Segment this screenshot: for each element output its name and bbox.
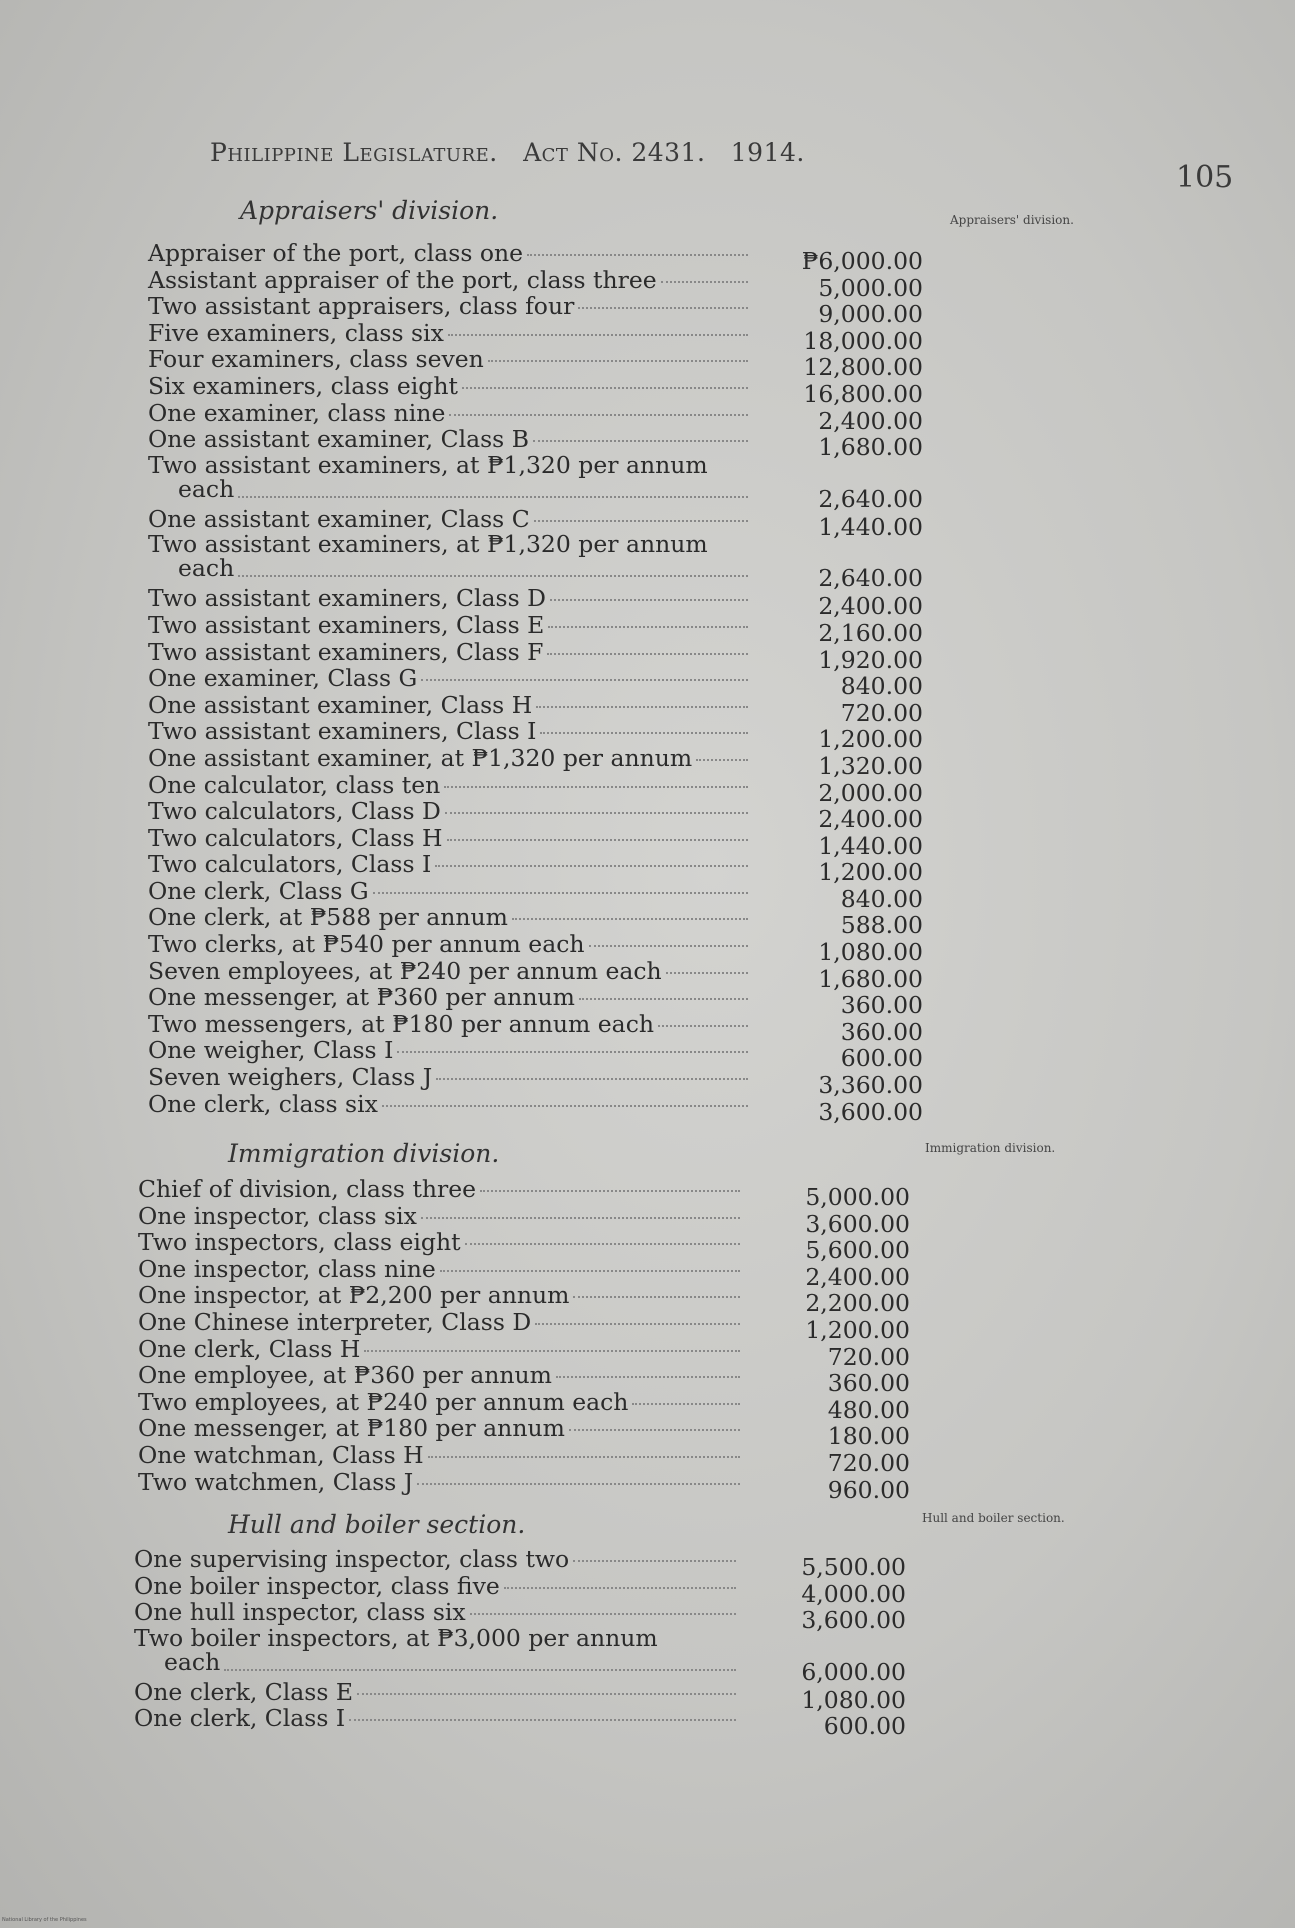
margin-note-hull-boiler: Hull and boiler section. xyxy=(922,1511,1065,1525)
leader-dots xyxy=(480,1190,740,1192)
row-label-text: Chief of division, class three xyxy=(138,1175,477,1203)
row-amount: 3,600.00 xyxy=(801,1606,906,1635)
leader-dots xyxy=(421,1217,740,1219)
row-label-text: One assistant examiner, Class B xyxy=(148,425,529,454)
row-label-continuation: each xyxy=(178,474,235,503)
row-amount: 2,160.00 xyxy=(818,618,923,647)
row-label-text: Two inspectors, class eight xyxy=(138,1228,461,1257)
row-label-text: One messenger, at ₱360 per annum xyxy=(148,983,575,1012)
row-label-continuation: each xyxy=(178,554,235,583)
row-amount: 1,200.00 xyxy=(818,725,923,754)
row-amount: 1,440.00 xyxy=(818,831,923,860)
row-label-text: Two clerks, at ₱540 per annum each xyxy=(148,930,585,959)
leader-dots xyxy=(548,626,748,628)
leader-dots xyxy=(373,892,748,894)
row-label-text: Two assistant examiners, Class F xyxy=(148,637,544,666)
row-amount: 5,000.00 xyxy=(805,1183,910,1211)
running-header xyxy=(210,138,805,167)
leader-dots xyxy=(661,281,748,283)
row-label-text: One clerk, Class E xyxy=(134,1677,354,1706)
row-label xyxy=(138,1389,628,1415)
row-label-text: Two calculators, Class D xyxy=(148,797,441,826)
row-label-text: One hull inspector, class six xyxy=(134,1598,466,1627)
leader-dots xyxy=(447,839,748,841)
row-amount: 720.00 xyxy=(827,1448,910,1477)
leader-dots xyxy=(573,1296,740,1298)
row-amount: 2,400.00 xyxy=(818,592,923,621)
row-label xyxy=(148,530,708,583)
row-label xyxy=(134,1705,345,1731)
leader-dots xyxy=(527,254,748,256)
row-amount: 1,080.00 xyxy=(801,1685,906,1714)
leader-dots xyxy=(449,414,748,416)
row-label xyxy=(148,400,445,426)
row-amount: 1,440.00 xyxy=(818,512,923,541)
row-amount: 2,400.00 xyxy=(818,406,923,435)
row-label-text: One watchman, Class H xyxy=(138,1440,424,1469)
row-label-text: One assistant examiner, Class C xyxy=(148,504,530,533)
leader-dots xyxy=(421,679,748,681)
leader-dots xyxy=(440,1270,740,1272)
row-amount: 1,200.00 xyxy=(805,1315,910,1344)
row-label-text: Two assistant examiners, Class E xyxy=(148,610,545,639)
row-amount: 588.00 xyxy=(840,911,923,940)
row-label-text: Two calculators, Class I xyxy=(148,850,432,879)
leader-dots xyxy=(445,812,748,814)
leader-dots xyxy=(547,653,748,655)
row-amount: 1,080.00 xyxy=(818,938,923,967)
leader-dots xyxy=(658,1025,748,1027)
row-label-text: One clerk, at ₱588 per annum xyxy=(148,903,508,932)
section-title-immigration: Immigration division. xyxy=(228,1139,500,1168)
row-label-text: One examiner, class nine xyxy=(148,398,446,427)
row-label-text: One assistant examiner, at ₱1,320 per annum xyxy=(148,743,693,772)
row-amount: 2,400.00 xyxy=(805,1262,910,1291)
row-label xyxy=(148,904,508,930)
row-amount: 960.00 xyxy=(827,1475,910,1504)
leader-dots xyxy=(417,1483,740,1485)
leader-dots xyxy=(533,440,748,442)
row-amount: 1,920.00 xyxy=(818,645,923,674)
row-label-text: One clerk, class six xyxy=(148,1089,378,1118)
header-legislature: Philippine Legislature. xyxy=(210,138,498,167)
row-label-text: One employee, at ₱360 per annum xyxy=(138,1361,552,1390)
leader-dots xyxy=(504,1587,736,1589)
row-label xyxy=(134,1599,466,1625)
row-label xyxy=(148,612,544,638)
leader-dots xyxy=(573,1560,736,1562)
margin-note-appraisers: Appraisers' division. xyxy=(950,213,1074,227)
row-label xyxy=(148,506,530,532)
row-amount: 9,000.00 xyxy=(818,300,923,329)
leader-dots xyxy=(666,972,748,974)
row-label xyxy=(138,1229,461,1255)
row-label-text: One inspector, class nine xyxy=(138,1254,436,1283)
row-label xyxy=(134,1623,658,1676)
header-year: 1914. xyxy=(730,138,805,167)
row-amount: 360.00 xyxy=(840,991,923,1020)
leader-dots xyxy=(435,865,748,867)
leader-dots xyxy=(364,1350,740,1352)
leader-dots xyxy=(428,1456,740,1458)
leader-dots xyxy=(224,1669,736,1671)
row-label xyxy=(138,1256,436,1282)
row-label xyxy=(148,293,574,319)
row-label xyxy=(148,772,440,798)
row-label xyxy=(134,1573,500,1599)
row-label xyxy=(148,267,657,293)
section-title-appraisers: Appraisers' division. xyxy=(240,196,499,225)
leader-dots xyxy=(579,998,748,1000)
row-label xyxy=(148,240,523,266)
leader-dots xyxy=(470,1613,736,1615)
leader-dots xyxy=(534,520,748,522)
row-label xyxy=(148,825,443,851)
leader-dots xyxy=(465,1243,740,1245)
row-amount: 2,640.00 xyxy=(818,484,923,513)
row-label xyxy=(148,426,529,452)
row-label-text: Two assistant examiners, Class D xyxy=(148,584,546,613)
row-label xyxy=(138,1362,552,1388)
row-label xyxy=(148,745,692,771)
row-label xyxy=(148,878,369,904)
row-label-text: Two assistant examiners, at ₱1,320 per annum xyxy=(148,450,708,479)
leader-dots xyxy=(578,307,748,309)
row-amount: 600.00 xyxy=(840,1044,923,1073)
row-amount: 1,680.00 xyxy=(818,964,923,993)
leader-dots xyxy=(238,496,748,498)
leader-dots xyxy=(349,1719,736,1721)
leader-dots xyxy=(589,945,748,947)
row-amount: 12,800.00 xyxy=(803,353,923,382)
leader-dots xyxy=(448,334,748,336)
row-amount: 4,000.00 xyxy=(801,1579,906,1608)
leader-dots xyxy=(462,387,748,389)
row-label xyxy=(148,798,441,824)
row-amount: 5,600.00 xyxy=(805,1236,910,1265)
footer-credit: National Library of the Philippines xyxy=(2,1917,87,1923)
leader-dots xyxy=(436,1078,748,1080)
row-amount: 16,800.00 xyxy=(803,379,923,408)
row-label xyxy=(148,958,662,984)
leader-dots xyxy=(556,1376,740,1378)
row-label xyxy=(148,373,458,399)
row-label-text: Two calculators, Class H xyxy=(148,823,443,852)
row-amount: 600.00 xyxy=(823,1712,906,1741)
row-label xyxy=(138,1469,413,1495)
row-amount: 1,200.00 xyxy=(818,858,923,887)
leader-dots xyxy=(536,706,748,708)
leader-dots xyxy=(535,1323,740,1325)
row-label-text: One clerk, Class H xyxy=(138,1334,361,1363)
leader-dots xyxy=(550,599,748,601)
row-label xyxy=(148,639,543,665)
leader-dots xyxy=(357,1693,736,1695)
leader-dots xyxy=(540,732,748,734)
row-label xyxy=(148,1037,393,1063)
row-label-text: One boiler inspector, class five xyxy=(134,1571,500,1600)
row-amount: 180.00 xyxy=(827,1422,910,1451)
row-label xyxy=(134,1546,569,1572)
row-amount: 2,640.00 xyxy=(818,564,923,593)
row-label xyxy=(148,931,585,957)
row-label-text: One inspector, class six xyxy=(138,1201,417,1230)
row-label xyxy=(138,1282,569,1308)
row-label-text: Appraiser of the port, class one xyxy=(148,239,524,267)
row-amount: 1,680.00 xyxy=(818,433,923,462)
row-label-text: Two assistant appraisers, class four xyxy=(148,292,575,321)
row-label xyxy=(148,1091,378,1117)
row-amount: 840.00 xyxy=(840,884,923,913)
row-label xyxy=(138,1415,565,1441)
row-label-text: Assistant appraiser of the port, class three xyxy=(148,265,657,294)
leader-dots xyxy=(512,918,748,920)
row-label-text: One clerk, Class G xyxy=(148,876,369,905)
section-title-hull-boiler: Hull and boiler section. xyxy=(228,1510,526,1539)
row-label xyxy=(148,1064,432,1090)
row-amount: 18,000.00 xyxy=(803,326,923,355)
row-label-text: Two assistant examiners, Class I xyxy=(148,717,537,746)
row-label-text: One assistant examiner, Class H xyxy=(148,690,533,719)
row-amount: 2,200.00 xyxy=(805,1289,910,1318)
page-number: 105 xyxy=(1176,160,1234,195)
row-amount: 360.00 xyxy=(840,1017,923,1046)
row-label-continuation: each xyxy=(164,1647,221,1676)
row-label xyxy=(148,665,417,691)
leader-dots xyxy=(488,360,748,362)
leader-dots xyxy=(397,1051,748,1053)
row-label xyxy=(148,346,484,372)
row-amount: 2,400.00 xyxy=(818,805,923,834)
row-label-text: Two assistant examiners, at ₱1,320 per annum xyxy=(148,530,708,559)
row-label xyxy=(148,851,431,877)
row-label xyxy=(148,585,546,611)
row-amount: 5,000.00 xyxy=(818,273,923,302)
row-amount: 3,600.00 xyxy=(805,1209,910,1238)
leader-dots xyxy=(569,1429,740,1431)
leader-dots xyxy=(382,1105,748,1107)
row-amount: 3,600.00 xyxy=(818,1097,923,1126)
row-label xyxy=(148,718,536,744)
leader-dots xyxy=(444,786,748,788)
row-label-text: One inspector, at ₱2,200 per annum xyxy=(138,1281,570,1310)
row-label-text: One examiner, Class G xyxy=(148,664,418,693)
row-label-text: Four examiners, class seven xyxy=(148,345,484,374)
row-label-text: Seven employees, at ₱240 per annum each xyxy=(148,956,662,985)
row-label xyxy=(148,692,532,718)
row-label xyxy=(134,1679,353,1705)
margin-note-immigration: Immigration division. xyxy=(925,1141,1056,1155)
row-amount: ₱6,000.00 xyxy=(801,247,923,275)
row-label-text: Five examiners, class six xyxy=(148,318,444,347)
row-amount: 360.00 xyxy=(827,1369,910,1398)
row-amount: 480.00 xyxy=(827,1395,910,1424)
row-label-text: Two employees, at ₱240 per annum each xyxy=(138,1387,629,1416)
row-label xyxy=(138,1203,417,1229)
row-label xyxy=(148,984,575,1010)
row-label-text: Seven weighers, Class J xyxy=(148,1063,433,1092)
row-amount: 720.00 xyxy=(827,1342,910,1371)
row-label-text: One weigher, Class I xyxy=(148,1036,394,1065)
row-label xyxy=(138,1442,424,1468)
row-amount: 6,000.00 xyxy=(801,1657,906,1686)
row-label xyxy=(148,450,708,503)
row-label-text: One calculator, class ten xyxy=(148,770,441,799)
row-amount: 5,500.00 xyxy=(801,1553,906,1581)
leader-dots xyxy=(696,759,748,761)
row-label-text: Two watchmen, Class J xyxy=(138,1467,414,1496)
row-label-text: Two messengers, at ₱180 per annum each xyxy=(148,1009,654,1038)
row-amount: 840.00 xyxy=(840,672,923,701)
row-label xyxy=(148,320,444,346)
row-label-text: One messenger, at ₱180 per annum xyxy=(138,1414,565,1443)
row-amount: 720.00 xyxy=(840,698,923,727)
leader-dots xyxy=(238,575,748,577)
row-amount: 1,320.00 xyxy=(818,751,923,780)
row-label-text: One supervising inspector, class two xyxy=(134,1545,570,1573)
row-label xyxy=(148,1011,654,1037)
row-label-text: One Chinese interpreter, Class D xyxy=(138,1307,532,1336)
row-label xyxy=(138,1176,476,1202)
row-label xyxy=(138,1309,531,1335)
row-amount: 2,000.00 xyxy=(818,778,923,807)
leader-dots xyxy=(632,1403,740,1405)
row-label xyxy=(138,1336,360,1362)
header-act: Act No. 2431. xyxy=(523,138,706,167)
row-label-text: Two boiler inspectors, at ₱3,000 per annum xyxy=(134,1623,658,1652)
row-amount: 3,360.00 xyxy=(818,1071,923,1100)
row-label-text: One clerk, Class I xyxy=(134,1704,346,1733)
row-label-text: Six examiners, class eight xyxy=(148,371,458,400)
